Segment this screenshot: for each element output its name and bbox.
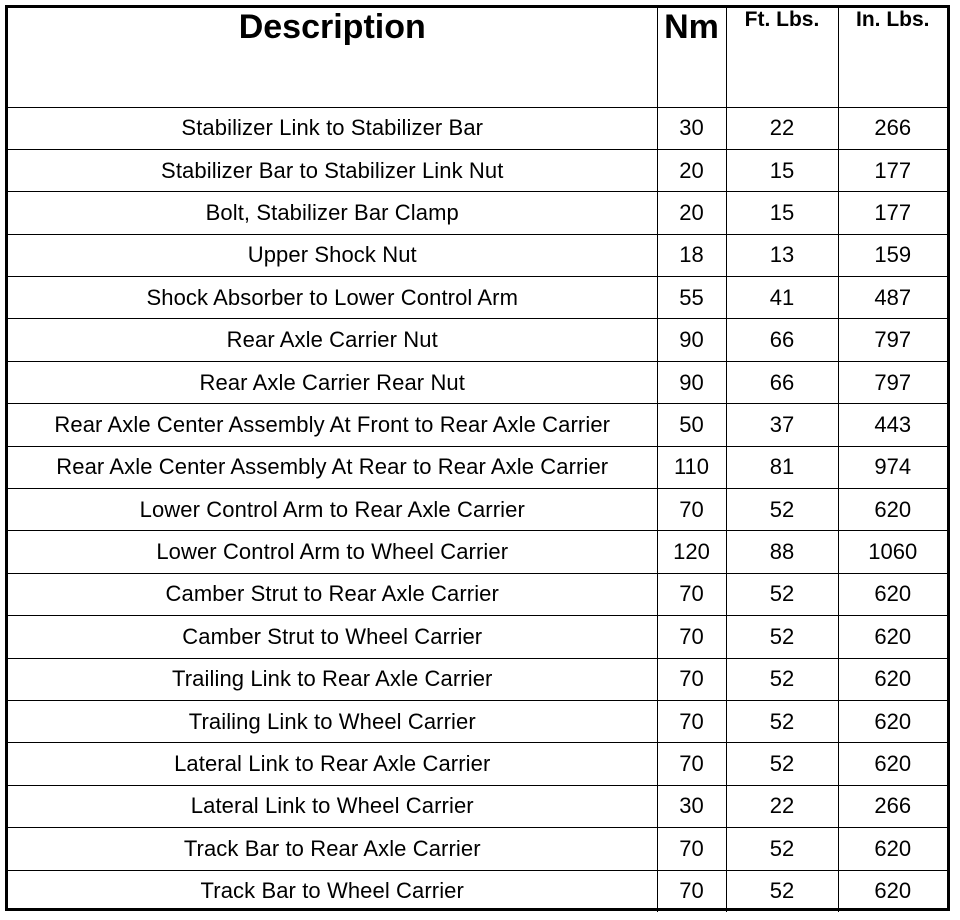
cell-in-lbs: 620	[838, 573, 947, 615]
cell-in-lbs: 159	[838, 234, 947, 276]
cell-ft-lbs: 52	[726, 573, 838, 615]
column-header-description: Description	[8, 8, 657, 107]
cell-ft-lbs: 81	[726, 446, 838, 488]
cell-in-lbs: 620	[838, 743, 947, 785]
cell-ft-lbs: 52	[726, 870, 838, 912]
cell-ft-lbs: 15	[726, 192, 838, 234]
cell-nm: 90	[657, 319, 726, 361]
cell-nm: 30	[657, 107, 726, 149]
cell-description: Shock Absorber to Lower Control Arm	[8, 277, 657, 319]
cell-nm: 50	[657, 404, 726, 446]
cell-in-lbs: 797	[838, 361, 947, 403]
table-row	[8, 573, 947, 615]
cell-nm: 30	[657, 785, 726, 827]
table-row	[8, 616, 947, 658]
cell-description: Upper Shock Nut	[8, 234, 657, 276]
table-row	[8, 531, 947, 573]
table-row	[8, 234, 947, 276]
cell-description: Lateral Link to Rear Axle Carrier	[8, 743, 657, 785]
cell-in-lbs: 974	[838, 446, 947, 488]
table-row	[8, 658, 947, 700]
cell-description: Rear Axle Carrier Nut	[8, 319, 657, 361]
cell-description: Camber Strut to Rear Axle Carrier	[8, 573, 657, 615]
table-row	[8, 319, 947, 361]
cell-ft-lbs: 52	[726, 828, 838, 870]
cell-description: Trailing Link to Rear Axle Carrier	[8, 658, 657, 700]
cell-nm: 70	[657, 616, 726, 658]
cell-nm: 120	[657, 531, 726, 573]
cell-in-lbs: 266	[838, 107, 947, 149]
cell-ft-lbs: 52	[726, 489, 838, 531]
table-row	[8, 277, 947, 319]
cell-nm: 70	[657, 700, 726, 742]
cell-ft-lbs: 66	[726, 319, 838, 361]
table-row	[8, 192, 947, 234]
cell-nm: 18	[657, 234, 726, 276]
column-header-ft-lbs: Ft. Lbs.	[726, 8, 838, 107]
cell-in-lbs: 797	[838, 319, 947, 361]
cell-description: Stabilizer Bar to Stabilizer Link Nut	[8, 149, 657, 191]
table-row	[8, 489, 947, 531]
cell-description: Lateral Link to Wheel Carrier	[8, 785, 657, 827]
table-row	[8, 149, 947, 191]
torque-spec-table	[8, 8, 947, 912]
table-row	[8, 404, 947, 446]
cell-ft-lbs: 88	[726, 531, 838, 573]
cell-nm: 55	[657, 277, 726, 319]
cell-in-lbs: 487	[838, 277, 947, 319]
cell-description: Trailing Link to Wheel Carrier	[8, 700, 657, 742]
cell-in-lbs: 1060	[838, 531, 947, 573]
cell-nm: 20	[657, 149, 726, 191]
table-row	[8, 743, 947, 785]
cell-in-lbs: 177	[838, 192, 947, 234]
table-row	[8, 446, 947, 488]
cell-nm: 70	[657, 489, 726, 531]
cell-ft-lbs: 52	[726, 743, 838, 785]
cell-in-lbs: 266	[838, 785, 947, 827]
cell-description: Rear Axle Center Assembly At Front to Rear Axle Carrier	[8, 404, 657, 446]
cell-ft-lbs: 13	[726, 234, 838, 276]
cell-description: Track Bar to Rear Axle Carrier	[8, 828, 657, 870]
cell-nm: 70	[657, 870, 726, 912]
cell-nm: 90	[657, 361, 726, 403]
cell-ft-lbs: 37	[726, 404, 838, 446]
table-row	[8, 107, 947, 149]
cell-description: Bolt, Stabilizer Bar Clamp	[8, 192, 657, 234]
table-row	[8, 870, 947, 912]
cell-in-lbs: 620	[838, 870, 947, 912]
header-row	[8, 8, 947, 107]
cell-ft-lbs: 52	[726, 616, 838, 658]
cell-ft-lbs: 15	[726, 149, 838, 191]
column-header-in-lbs: In. Lbs.	[838, 8, 947, 107]
table-row	[8, 700, 947, 742]
cell-description: Track Bar to Wheel Carrier	[8, 870, 657, 912]
cell-in-lbs: 620	[838, 828, 947, 870]
cell-in-lbs: 443	[838, 404, 947, 446]
torque-spec-table-frame	[5, 5, 950, 911]
cell-ft-lbs: 22	[726, 785, 838, 827]
table-row	[8, 785, 947, 827]
cell-in-lbs: 177	[838, 149, 947, 191]
cell-nm: 110	[657, 446, 726, 488]
cell-description: Rear Axle Carrier Rear Nut	[8, 361, 657, 403]
cell-nm: 70	[657, 658, 726, 700]
column-header-nm: Nm	[657, 8, 726, 107]
cell-description: Lower Control Arm to Wheel Carrier	[8, 531, 657, 573]
cell-in-lbs: 620	[838, 700, 947, 742]
cell-nm: 70	[657, 573, 726, 615]
table-row	[8, 361, 947, 403]
cell-ft-lbs: 52	[726, 700, 838, 742]
cell-nm: 20	[657, 192, 726, 234]
cell-nm: 70	[657, 743, 726, 785]
table-row	[8, 828, 947, 870]
cell-description: Stabilizer Link to Stabilizer Bar	[8, 107, 657, 149]
cell-in-lbs: 620	[838, 616, 947, 658]
cell-ft-lbs: 52	[726, 658, 838, 700]
cell-description: Camber Strut to Wheel Carrier	[8, 616, 657, 658]
cell-in-lbs: 620	[838, 489, 947, 531]
cell-description: Rear Axle Center Assembly At Rear to Rear Axle Carrier	[8, 446, 657, 488]
cell-in-lbs: 620	[838, 658, 947, 700]
cell-ft-lbs: 41	[726, 277, 838, 319]
table-body	[8, 107, 947, 912]
cell-ft-lbs: 22	[726, 107, 838, 149]
cell-description: Lower Control Arm to Rear Axle Carrier	[8, 489, 657, 531]
cell-nm: 70	[657, 828, 726, 870]
cell-ft-lbs: 66	[726, 361, 838, 403]
